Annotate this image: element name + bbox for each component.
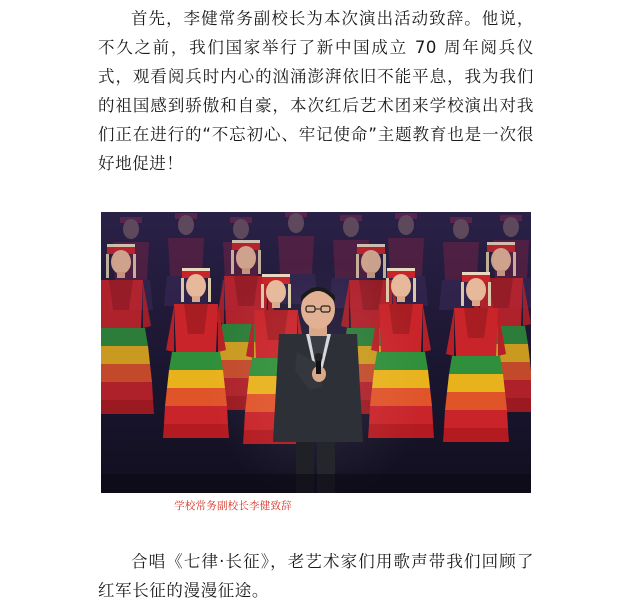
- speech-photo: [101, 212, 531, 493]
- paragraph-speech-intro: 首先，李健常务副校长为本次演出活动致辞。他说，不久之前，我们国家举行了新中国成立 70 周年阅兵仪式，观看阅兵时内心的汹涌澎湃依旧不能平息，我为我们的祖国感到骄傲和自豪，本次红后艺术团来学校演出对我们正在进行的“不忘初心、牢记使命”主题教育也是一次很好地促进！: [98, 9, 534, 173]
- paragraph-chorus: 合唱《七律·长征》，老艺术家们用歌声带我们回顾了红军长征的漫漫征途。: [98, 552, 534, 600]
- photo-caption: 学校常务副校长李健致辞: [174, 500, 292, 512]
